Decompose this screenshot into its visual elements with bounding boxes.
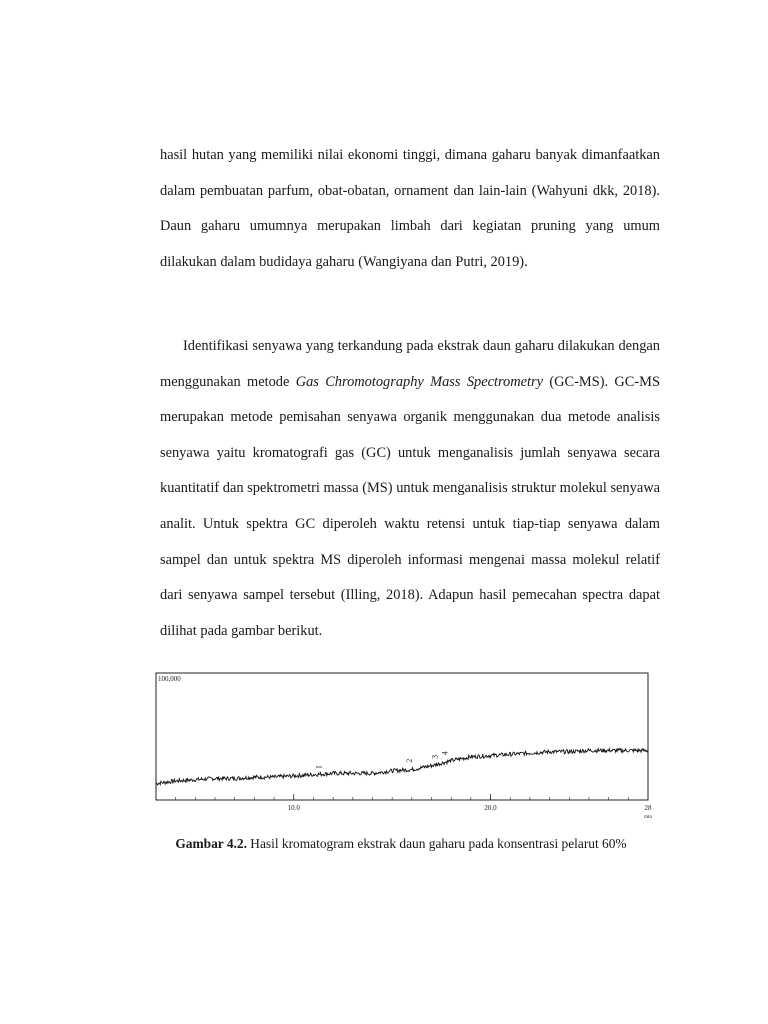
y-top-label: 100,000	[158, 675, 181, 683]
paragraph-2	[160, 329, 660, 649]
peak-label: 4	[440, 751, 450, 756]
x-axis-label: min	[644, 815, 652, 820]
peak-label: 2	[404, 758, 414, 763]
chromatogram-trace	[156, 749, 648, 785]
caption-label: Gambar 4.2.	[175, 836, 247, 851]
plot-frame	[156, 673, 648, 800]
x-tick-label: 28	[644, 804, 652, 812]
caption-text: Hasil kromatogram ekstrak daun gaharu pada konsentrasi pelarut 60%	[246, 836, 627, 851]
x-tick-label: 20.0	[484, 804, 497, 812]
peak-label: 3	[430, 754, 440, 759]
chromatogram-figure	[150, 664, 660, 824]
paragraph-2-text-end: (GC-MS). GC-MS merupakan metode pemisahan senyawa organik menggunakan dua metode analisis senyawa yaitu kromatografi gas (GC) untuk menganalisis jumlah senyawa secara kuantitatif dan spektrometri massa (MS) untuk menganalisis struktur molekul senyawa analit. Untuk spektra GC diperoleh waktu retensi untuk tiap-tiap senyawa dalam sampel dan untuk spektra MS diperoleh informasi mengenai massa molekul relatif dari senyawa sampel tersebut (Illing, 2018). Adapun hasil pemecahan spectra dapat dilihat pada gambar berikut.	[160, 373, 660, 639]
figure-caption	[0, 836, 768, 852]
chromatogram-chart	[150, 664, 660, 824]
paragraph-1: hasil hutan yang memiliki nilai ekonomi tinggi, dimana gaharu banyak dimanfaatkan dalam pembuatan parfum, obat-obatan, ornament dan lain-lain (Wahyuni dkk, 2018). Daun gaharu umumnya merupakan limbah dari kegiatan pruning yang umum dilakukan dalam budidaya gaharu (Wangiyana dan Putri, 2019).	[160, 147, 660, 270]
peak-label: 1	[314, 765, 324, 770]
paragraph-2-text-start: Identifikasi senyawa yang terkandung pada ekstrak daun gaharu dilakukan dengan menggunakan metode	[160, 338, 660, 390]
x-tick-label: 10.0	[287, 804, 300, 812]
paragraph-2-method-name: Gas Chromotography Mass Spectrometry	[295, 373, 544, 390]
